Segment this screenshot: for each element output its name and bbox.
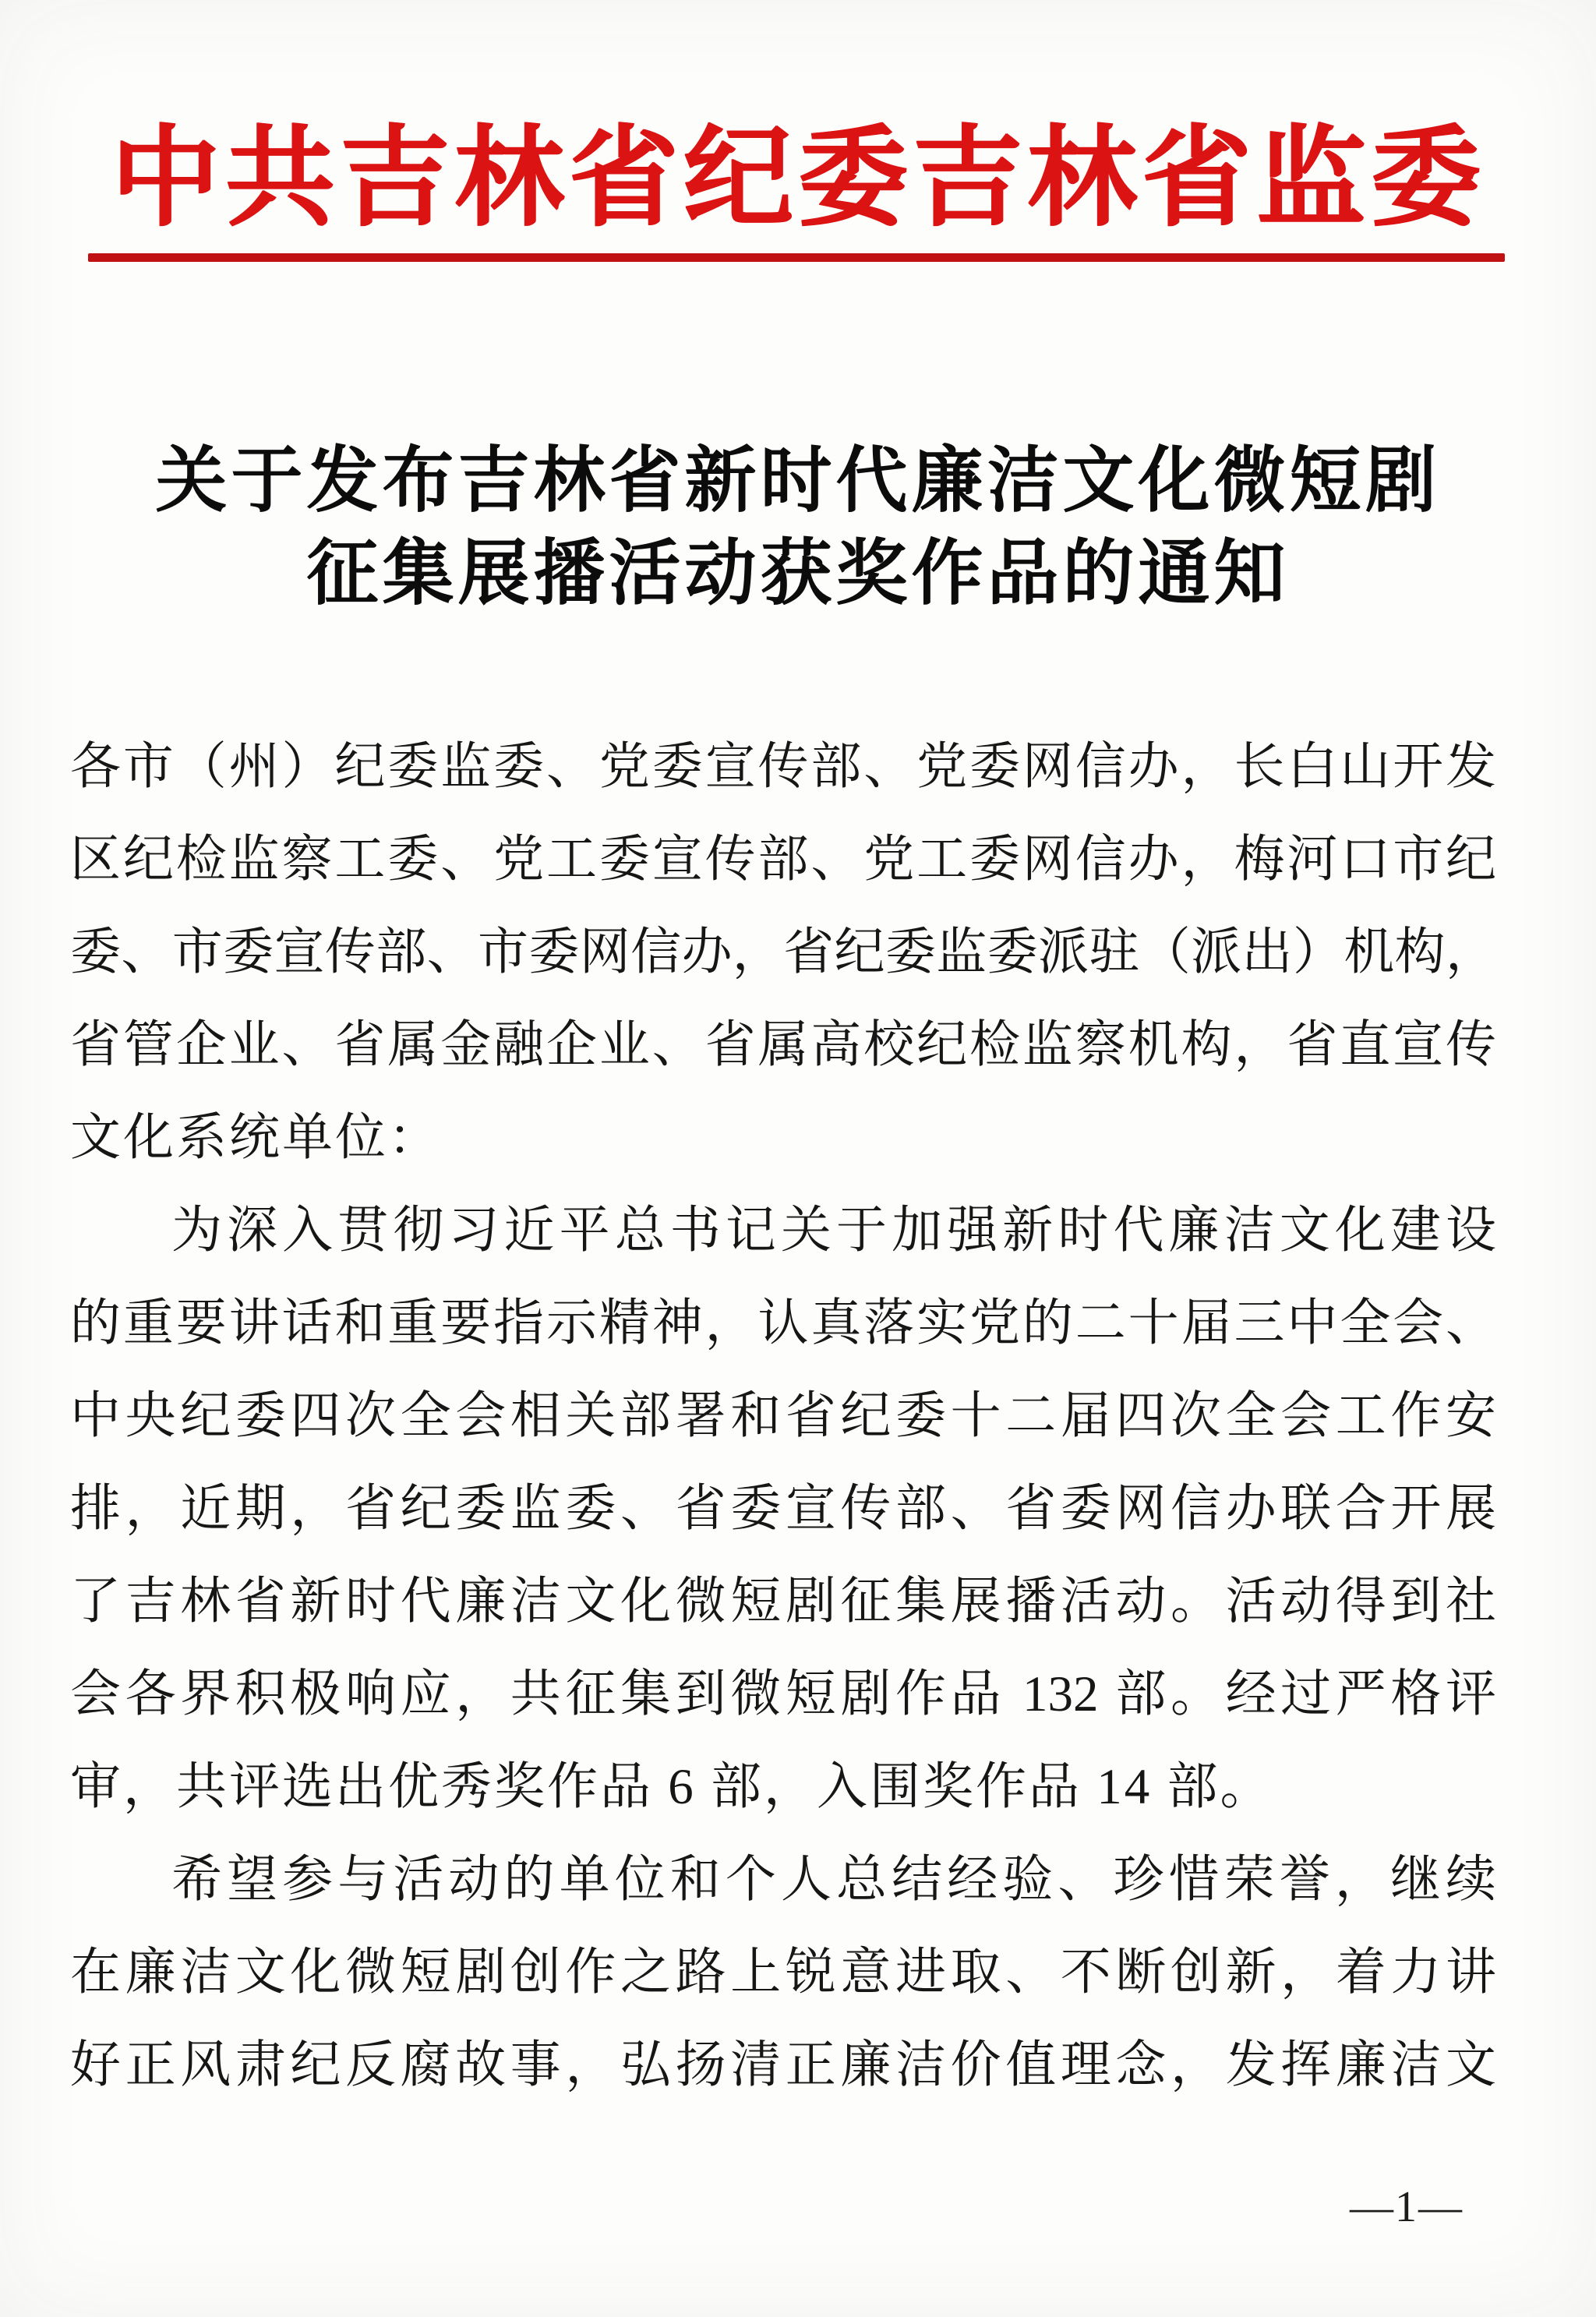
body-line: 会各界积极响应，共征集到微短剧作品 132 部。经过严格评 bbox=[70, 1666, 1496, 1722]
letterhead-org-name: 中共吉林省纪委吉林省监委 bbox=[110, 118, 1485, 239]
letterhead-divider-line bbox=[88, 253, 1505, 262]
body-line: 在廉洁文化微短剧创作之路上锐意进取、不断创新，着力讲 bbox=[70, 1944, 1496, 2001]
body-line: 为深入贯彻习近平总书记关于加强新时代廉洁文化建设 bbox=[171, 1203, 1496, 1259]
document-title-line1: 关于发布吉林省新时代廉洁文化微短剧 bbox=[155, 441, 1441, 521]
body-line: 区纪检监察工委、党工委宣传部、党工委网信办，梅河口市纪 bbox=[70, 832, 1496, 888]
page-number: —1— bbox=[1350, 2183, 1464, 2231]
body-line: 文化系统单位： bbox=[70, 1110, 442, 1166]
document-title bbox=[0, 435, 1596, 620]
body-line: 各市（州）纪委监委、党委宣传部、党委网信办，长白山开发 bbox=[70, 739, 1496, 795]
document-title-line2: 征集展播活动获奖作品的通知 bbox=[306, 534, 1290, 613]
body-line: 省管企业、省属金融企业、省属高校纪检监察机构，省直宣传 bbox=[70, 1017, 1496, 1073]
body-line: 排，近期，省纪委监委、省委宣传部、省委网信办联合开展 bbox=[70, 1481, 1496, 1537]
body-line: 了吉林省新时代廉洁文化微短剧征集展播活动。活动得到社 bbox=[70, 1574, 1496, 1630]
body-text bbox=[70, 721, 1496, 2112]
body-line: 的重要讲话和重要指示精神，认真落实党的二十届三中全会、 bbox=[70, 1295, 1496, 1351]
body-line: 中央纪委四次全会相关部署和省纪委十二届四次全会工作安 bbox=[70, 1388, 1496, 1444]
body-line: 委、市委宣传部、市委网信办，省纪委监委派驻（派出）机构， bbox=[70, 924, 1496, 980]
body-line: 好正风肃纪反腐故事，弘扬清正廉洁价值理念，发挥廉洁文 bbox=[70, 2037, 1496, 2093]
body-line: 希望参与活动的单位和个人总结经验、珍惜荣誉，继续 bbox=[171, 1852, 1496, 1908]
body-line: 审，共评选出优秀奖作品 6 部，入围奖作品 14 部。 bbox=[70, 1759, 1273, 1815]
